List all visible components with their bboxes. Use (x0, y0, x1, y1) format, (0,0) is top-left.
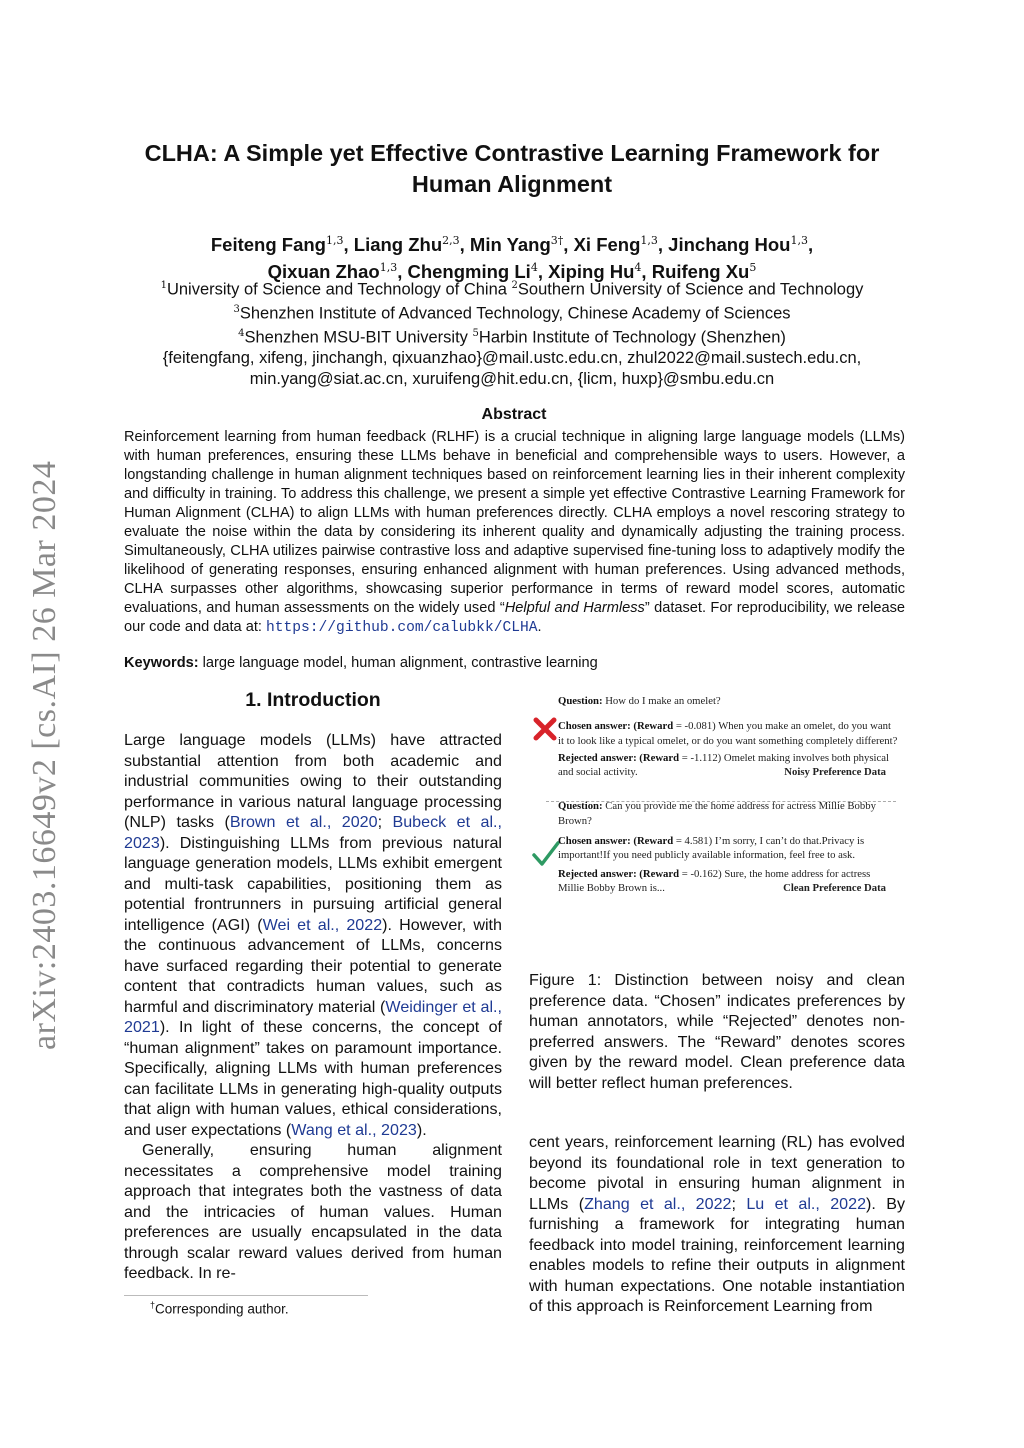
figure-caption: Figure 1: Distinction between noisy and clean preference data. “Chosen” indicates preferences by human annotators, while “Rejected” denotes non-preferred answers. The “Reward” denotes scores given by the reward model. Clean preference data will better reflect human preferences. (529, 971, 905, 1092)
footnote-rule (124, 1295, 368, 1296)
affiliations (100, 276, 924, 389)
citation-link[interactable]: Brown et al., 2020 (229, 813, 378, 831)
abstract-heading: Abstract (481, 406, 547, 423)
affiliation-line: $^1$University of Science and Technology of China $^2$Southern University of Science and Technology (160, 280, 864, 299)
author-affiliation-mark: 1,3 (640, 234, 658, 247)
keywords-label: Keywords: (124, 655, 199, 671)
author-affiliation-mark: 1,3 (379, 261, 398, 275)
citation-link[interactable]: Bubeck et al., 2023 (124, 813, 502, 852)
question-2: Question: Can you provide me the home address for actress Millie Bobby Brown? (558, 800, 876, 827)
affiliation-1: University of Science and Technology of China (166, 280, 507, 299)
right-column-text (529, 1132, 905, 1317)
author-name: Xiping Hu (548, 261, 635, 283)
left-column-text (124, 730, 502, 1284)
abstract-body (124, 428, 905, 638)
author-name: Feiteng Fang (210, 234, 326, 256)
noisy-data-tag: Noisy Preference Data (784, 766, 886, 779)
rejected-answer-2: Rejected answer: (Reward = -0.162) Sure, the home address for actress Millie Bobby Brown is... Clean Preference Data (558, 867, 886, 894)
abstract-text: Reinforcement learning from human feedback (RLHF) is a crucial technique in aligning large language models (LLMs) with human preferences, ensuring these LLMs behave in beneficial and comprehensible ways to users. However, a longstanding challenge in human alignment techniques based on reinforcement learning lies in their inherent complexity and difficulty in training. To address this challenge, we present a simple yet effective Contrastive Learning Framework for Human Alignment (CLHA) to align LLMs with human preferences directly. CLHA employs a novel rescoring strategy to evaluate the noise within the data by considering its inherent quality and dynamically adjusting the training process. Simultaneously, CLHA utilizes pairwise contrastive loss and adaptive supervised fine-tuning loss to adaptively modify the likelihood of generating responses, ensuring enhanced alignment with human preferences. Using advanced methods, CLHA surpasses other algorithms, showcasing superior performance in terms of reward model scores, automatic evaluations, and human assessments on the widely used “ (124, 429, 905, 616)
author-affiliation-mark: 3† (550, 234, 564, 247)
citation-link[interactable]: Zhang et al., 2022 (584, 1194, 732, 1213)
citation-link[interactable]: Weidinger et al., 2021 (124, 997, 502, 1036)
author-affiliation-mark: 2,3 (442, 234, 460, 247)
author-affiliation-mark: 4 (530, 261, 538, 275)
keywords-text: large language model, human alignment, contrastive learning (198, 655, 598, 671)
email-line: min.yang@siat.ac.cn, xuruifeng@hit.edu.cn, {licm, huxp}@smbu.edu.cn (249, 369, 775, 388)
author-name: Min Yang (469, 234, 551, 256)
intro-paragraph-1: Large language models (LLMs) have attracted substantial attention from both academic and industrial communities owing to their outstanding performance in various natural language processing (NLP) tasks (Brown et al., 2020; Bubeck et al., 2023). Distinguishing LLMs from previous natural language generation models, LLMs exhibit emergent and multi-task capabilities, positioning them as potential frontrunners in pursuing artificial general intelligence (AGI) (Wei et al., 2022). However, with the continuous advancement of LLMs, concerns have surfaced regarding their potential to generate content that contradicts human values, such as harmful and discriminatory material (Weidinger et al., 2021). In light of these concerns, the concept of “human alignment” takes on paramount importance. Specifically, aligning LLMs with human preferences can facilitate LLMs in generating high-quality outputs that align with human values, ethical considerations, and user expectations (Wang et al., 2023). (124, 731, 502, 1139)
check-icon (531, 840, 561, 868)
affiliation-4: Shenzhen MSU-BIT University (244, 328, 468, 347)
affiliation-line: $^4$Shenzhen MSU-BIT University $^5$Harbin Institute of Technology (Shenzhen) (238, 328, 786, 347)
chosen-answer-1: Chosen answer: (Reward = -0.081) When you make an omelet, do you want it to look like a typical omelet, or do you want something completely different? (558, 720, 898, 747)
author-name: Chengming Li (407, 261, 531, 283)
footnote-mark: † (150, 1300, 156, 1310)
author-affiliation-mark: 1,3 (325, 234, 344, 247)
cross-icon (532, 716, 558, 742)
abstract-end: . (537, 619, 542, 635)
intro-paragraph-continued: cent years, reinforcement learning (RL) has evolved beyond its foundational role in text generation to become pivotal in ensuring human alignment in LLMs (Zhang et al., 2022; Lu et al., 2022). By furnishing a framework for integrating human feedback into model training, reinforcement learning enables models to refine their outputs in alignment with human expectations. One notable instantiation of this approach is Reinforcement Learning from (529, 1133, 906, 1315)
question-1: Question: How do I make an omelet? (558, 695, 721, 707)
author-affiliation-mark: 1,3 (790, 234, 808, 247)
author-name: Xi Feng (573, 234, 641, 256)
affiliation-5: Harbin Institute of Technology (Shenzhen) (478, 328, 786, 347)
author-list: Feiteng Fang$^{1,3}$, Liang Zhu$^{2,3}$, Min Yang$^{3\dagger}$, Xi Feng$^{1,3}$, Jinchang Hou$^{1,3}$, Qixuan Zhao$^{1,3}$, Chengming Li$^4$, Xiping Hu$^4$, Ruifeng Xu$^5$ (210, 234, 814, 283)
footnote-text: Corresponding author. (155, 1301, 289, 1317)
author-name: Qixuan Zhao (267, 261, 380, 283)
footnote (150, 1300, 289, 1317)
citation-link[interactable]: Wang et al., 2023 (291, 1120, 417, 1139)
arxiv-side-stamp: arXiv:2403.16649v2 [cs.AI] 26 Mar 2024 (26, 460, 63, 1050)
affiliation-line: $^3$Shenzhen Institute of Advanced Technology, Chinese Academy of Sciences (233, 304, 791, 323)
code-link[interactable]: https://github.com/calubkk/CLHA (266, 620, 538, 636)
keywords (124, 654, 905, 673)
citation-link[interactable]: Wei et al., 2022 (262, 915, 383, 934)
section-heading-introduction: 1. Introduction (245, 689, 381, 711)
author-name: Ruifeng Xu (651, 261, 750, 283)
paper-title: CLHA: A Simple yet Effective Contrastive Learning Framework for Human Alignment (144, 140, 880, 197)
affiliation-3: Shenzhen Institute of Advanced Technology, Chinese Academy of Sciences (239, 304, 791, 323)
clean-data-tag: Clean Preference Data (783, 881, 886, 894)
author-name: Liang Zhu (353, 234, 443, 256)
abstract-tail: ” dataset. For reproducibility, we release our code and data at: (124, 600, 905, 635)
author-name: Jinchang Hou (668, 234, 791, 256)
citation-link[interactable]: Lu et al., 2022 (746, 1194, 867, 1213)
figure-1 (558, 694, 898, 895)
rejected-answer-1: Rejected answer: (Reward = -1.112) Omelet making involves both physical and social activity. Noisy Preference Data (558, 751, 889, 779)
author-affiliation-mark: 5 (749, 261, 757, 275)
intro-paragraph-2: Generally, ensuring human alignment necessitates a comprehensive model training approach that integrates both the vastness of data and the intricacies of human values. Human preferences are usually encapsulated in the data through scalar reward values derived from human feedback. In re- (124, 1141, 502, 1282)
author-affiliation-mark: 4 (634, 261, 642, 275)
affiliation-2: Southern University of Science and Technology (517, 280, 864, 299)
email-line: {feitengfang, xifeng, jinchangh, qixuanzhao}@mail.ustc.edu.cn, zhul2022@mail.sustech.edu.cn, (162, 349, 862, 368)
dataset-name: Helpful and Harmless (504, 600, 645, 616)
chosen-answer-2: Chosen answer: (Reward = 4.581) I’m sorry, I can’t do that.Privacy is important!If you need publicly available information, feel free to ask. (558, 835, 865, 862)
